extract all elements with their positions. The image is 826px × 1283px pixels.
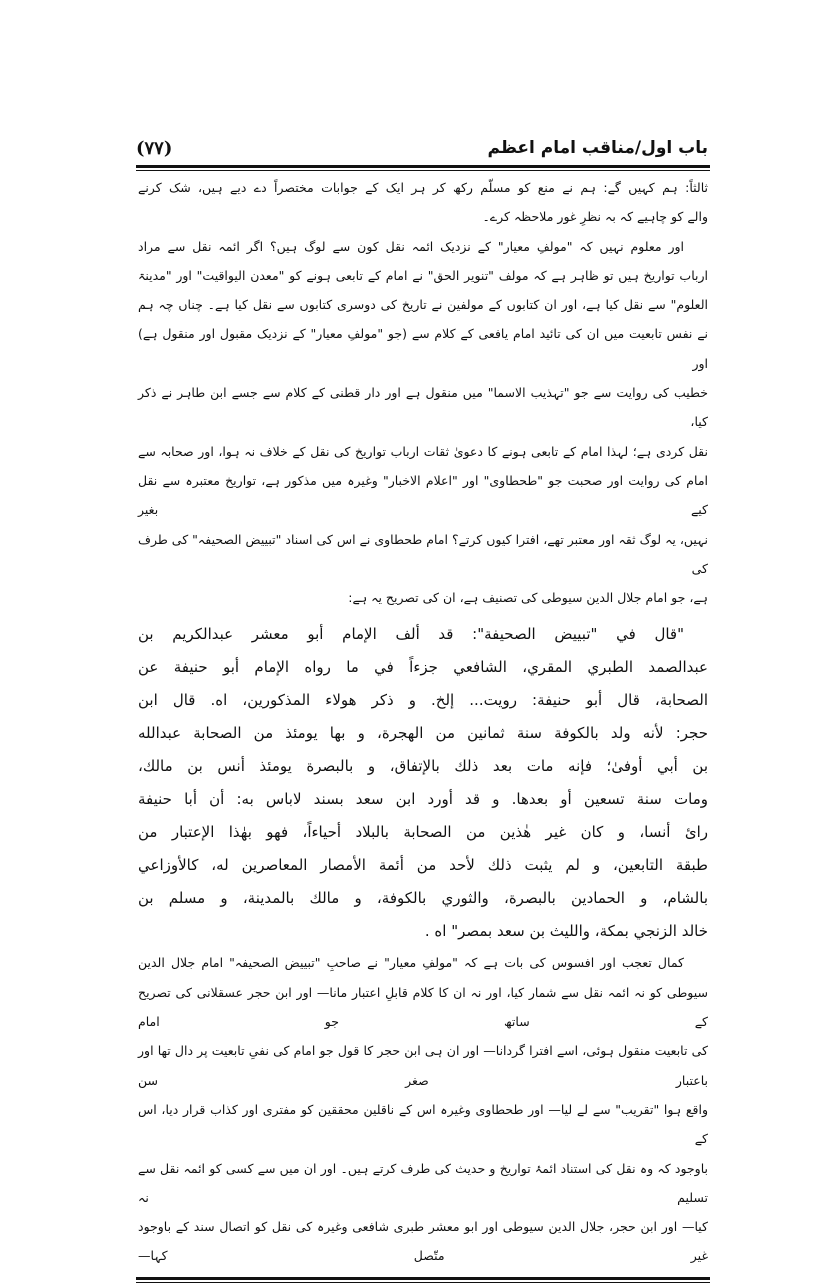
quote-line: عبدالصمد الطبري المقري، الشافعي جزءاً في ما رواه الإمام أبو حنيفة عن	[138, 658, 708, 677]
block1-line: العلوم" سے نقل کیا ہے، اور ان کتابوں کے مولفین نے تاریخ کی دوسری کتابوں سے نقل کیا ہے۔ چناں چہ ہم	[138, 297, 708, 313]
page-body	[138, 173, 708, 1283]
block1-line: نہیں، یہ لوگ ثقہ اور معتبر تھے، افترا کیوں کرتے؟ امام طحطاوی نے اس کی اسناد "تبییض الصحیفہ" کی طرف کی	[138, 531, 708, 576]
block1-line: ارباب تواریخ ہیں تو ظاہر ہے کہ مولف "تنویر الحق" نے امام کے تابعی ہونے کو "معدن الیواقیت" اور "مدینۃ	[138, 267, 708, 283]
arabic-quotation	[138, 618, 708, 948]
quote-line: خالد الزنجي بمكة، والليث بن سعد بمصر" اه .	[424, 922, 708, 941]
block2-line: واقع ہوا "تقریب" سے لے لیا— اور طحطاوی وغیرہ اس کے ناقلین محققین کو مفتری اور کذاب قرار دیا، اس کے	[138, 1101, 708, 1147]
block2-line: کی تابعیت منقول ہوئی، اسے افترا گردانا— اور ان ہی ابن حجر کا قول جو امام کی نفیِ تابعیت پر دال تھا اور باعتبار صغر سن	[138, 1043, 708, 1088]
header-double-rule	[136, 165, 710, 171]
urdu-section-2	[138, 948, 708, 1270]
block1-line: اور معلوم نہیں کہ "مولفِ معیار" کے نزدیک ائمہ نقل کون سے لوگ ہیں؟ اگر ائمہ نقل سے مراد	[138, 238, 684, 254]
block1-line: ثالثاً: ہم کہیں گے: ہم نے منع کو مسلّم رکھ کر ہر ایک کے جوابات مختصراً دے دیے ہیں، شک کرنے	[138, 180, 708, 195]
block1-line: امام کی روایت اور صحبت جو "طحطاوی" اور "اعلام الاخبار" وغیرہ میں مذکور ہے، تواریخ معتبرہ سے نقل کیے بغیر	[138, 472, 708, 518]
block2-line: کمال تعجب اور افسوس کی بات ہے کہ "مولفِ معیار" نے صاحبِ "تبییض الصحیفہ" امام جلال الدین	[138, 955, 684, 971]
quote-line: الصحابة، قال أبو حنيفة: رويت... إلخ. و ذكر هولاء المذكورين، اه. قال ابن	[138, 691, 708, 710]
running-header-title: باب اول/مناقب امام اعظم	[487, 138, 708, 158]
block1-line: والے کو چاہیے کہ بہ نظرِ غور ملاحظہ کرے۔	[482, 209, 708, 225]
block1-line: نقل کردی ہے؛ لہذا امام کے تابعی ہونے کا دعویٰ ثقات ارباب تواریخ کی نقل کے خلاف نہ ہوا، اور صحابہ سے	[138, 443, 708, 459]
block2-line: کیا— اور ابن حجر، جلال الدین سیوطی اور ابو معشر طبری شافعی وغیرہ کی نقل کو اتصال سند کے باوجود غیر متّصل کہا—	[138, 1219, 708, 1264]
block2-line: باوجود کہ وہ نقل کی استناد ائمۂ تواریخ و حدیث کی طرف کرتے ہیں۔ اور ان میں سے کسی کو ائمہ نقل سے تسلیم نہ	[138, 1160, 708, 1205]
quote-line: رایٔ أنسا، و كان غير هٰذين من الصحابة بالبلاد أحياءاً، فهو بهٰذا الإعتبار من	[138, 823, 708, 842]
quote-line: بن أبي أوفىٰ؛ فإنه مات بعد ذلك بالإتفاق، و بالبصرة يومئذ أنس بن مالك،	[138, 757, 708, 776]
page-number: (۷۷)	[136, 138, 173, 159]
quote-line: حجر: لأنه ولد بالكوفة سنة ثمانين من الهجرة، و بها يومئذ من الصحابة عبدالله	[138, 724, 708, 743]
quote-line: طبقة التابعين، و لم يثبت ذلك لأحد من أئمة الأمصار المعاصرين له، كالأوزاعي	[138, 856, 708, 875]
footer-double-rule	[136, 1277, 710, 1283]
block1-line: نے نفس تابعیت میں ان کی تائید امام یافعی کے کلام سے (جو "مولفِ معیار" کے نزدیک مقبول اور منقول ہے) اور	[138, 326, 708, 371]
block1-line: ہے، جو امام جلال الدین سیوطی کی تصنیف ہے، ان کی تصریح یہ ہے:	[348, 590, 708, 606]
urdu-section-1	[138, 173, 708, 612]
quote-line: "قال في "تبييض الصحيفة": قد ألف الإمام أبو معشر عبدالكريم بن	[138, 625, 684, 644]
block2-line: سیوطی کو نہ ائمہ نقل سے شمار کیا، اور نہ ان کا کلام قابلِ اعتبار مانا— اور ابن حجر عسقلانی کی تصریح کے ساتھ جو امام	[138, 984, 708, 1030]
quote-line: بالشام، و الحمادين بالبصرة، والثوري بالكوفة، و مالك بالمدينة، و مسلم بن	[138, 889, 708, 908]
quote-line: ومات سنة تسعين أو بعدها. و قد أورد ابن سعد بسند لاباس به: أن أبا حنيفة	[138, 790, 708, 809]
block1-line: خطیب کی روایت سے جو "تہذیب الاسما" میں منقول ہے اور دار قطنی کے کلام سے جسے ابن طاہر نے ذکر کیا،	[138, 385, 708, 430]
